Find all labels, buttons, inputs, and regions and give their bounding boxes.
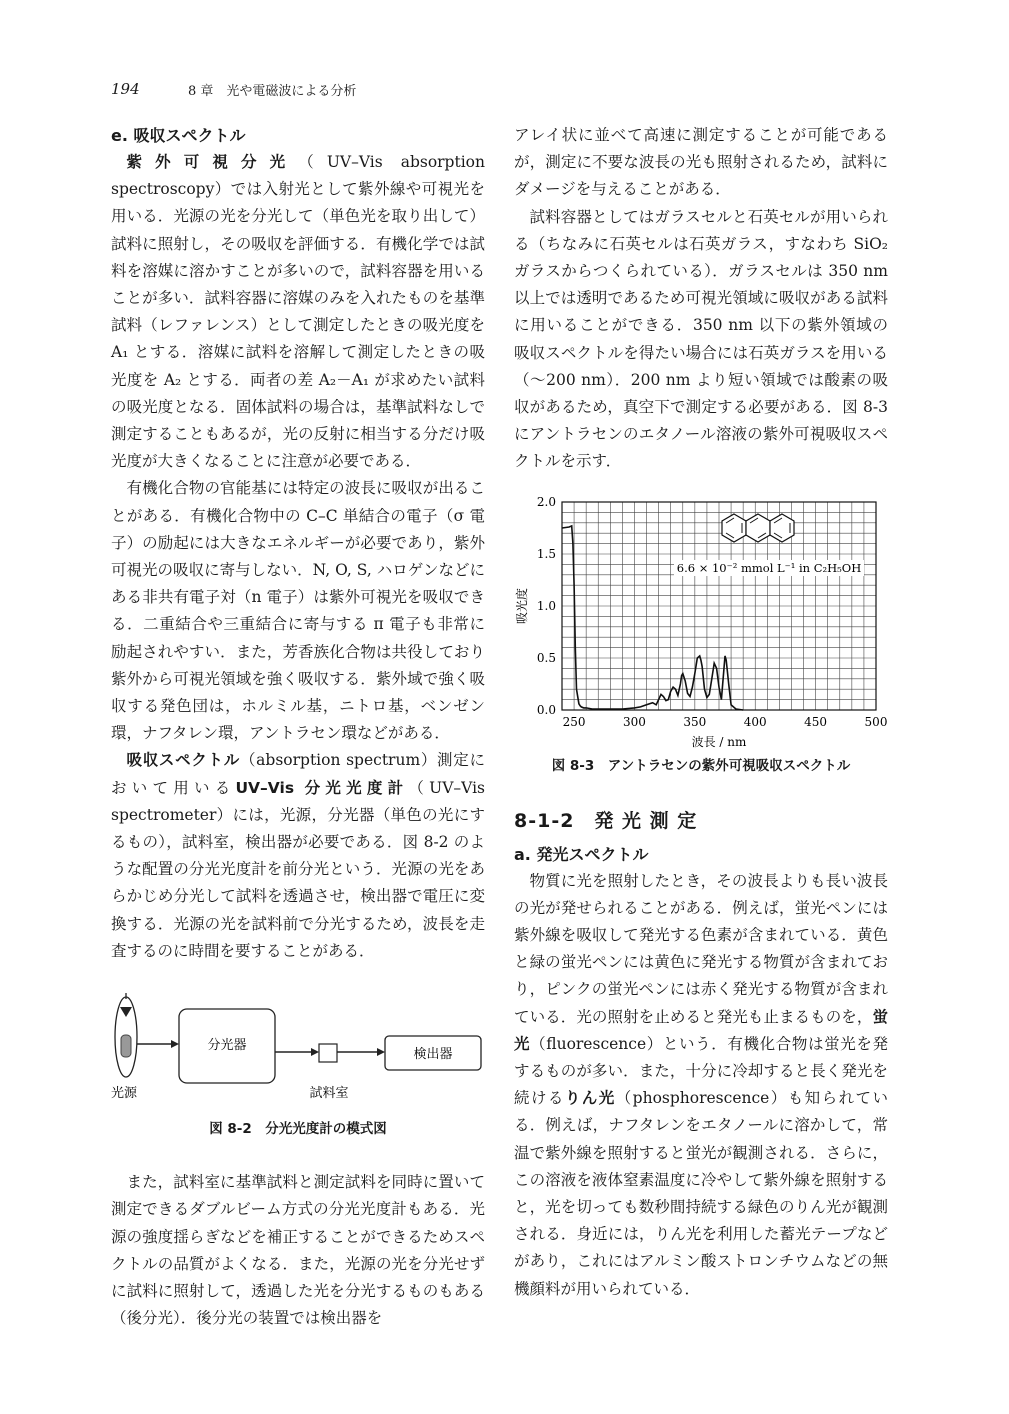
paragraph-text: （phosphorescence）も知られている．例えば，ナフタレンをエタノールに溶かして，常温で紫外線を照射すると蛍光が観測される．さらに，この溶液を液体窒素温度に冷やして紫外線を照射すると，光を切っても数秒間持続する緑色のりん光が観測される．身近には，りん光を利用した蓄光テープなどがあり，これにはアルミン酸ストロンチウムなどの無機顔料が用いられている． [514, 1089, 888, 1298]
left-column [111, 122, 485, 1332]
y-tick-label: 0.5 [536, 650, 556, 665]
light-source-icon [115, 993, 137, 1077]
paragraph-text: （absorption spectrum）測定において用いる [111, 751, 485, 797]
x-tick-label: 350 [683, 714, 707, 729]
paragraph-uv-vis [111, 149, 485, 475]
paragraph-text: （fluorescence）という．有機化合物は蛍光を発するものが多い．また，十分に冷却すると長く発光を続ける [514, 1034, 888, 1108]
section-heading-absorption: e. 吸収スペクトル [111, 126, 246, 145]
section-title-luminescence: 8-1-2 発 光 測 定 [514, 809, 698, 832]
paragraph-text: （UV–Vis spectrometer）には，光源，分光器（単色の光にするもの），試料室，検出器が必要である．図 8-2 のような配置の分光光度計を前分光という．光源の光をあらかじめ分光して試料を透過させ，検出器で電圧に変換する．光源の光を試料前で分光するため，波長を走査するのに時間を要することがある． [111, 778, 485, 960]
x-tick-label: 500 [864, 714, 888, 729]
y-tick-label: 2.0 [536, 494, 556, 509]
paragraph-text: 物質に光を照射したとき，その波長よりも長い波長の光が発せられることがある．例えば，蛍光ペンには紫外線を吸収して発光する色素が含まれている．黄色と緑の蛍光ペンには黄色に発光する物質が含まれており，ピンクの蛍光ペンには赤く発光する物質が含まれている．光の照射を止めると発光も止まるものを， [514, 871, 888, 1026]
term-spectrometer: UV–Vis 分光光度計 [235, 778, 409, 797]
figure-8-2 [111, 989, 485, 1169]
paragraph-double-beam: また，試料室に基準試料と測定試料を同時に置いて測定できるダブルビーム方式の分光光度計もある．光源の強度揺らぎなどを補正することができるためスペクトルの品質がよくなる．また，光源の光を分光せずに試料に照射して，透過した光を分光するものもある（後分光）．後分光の装置では検出器を [111, 1173, 485, 1328]
paragraph-spectrometer [111, 747, 485, 965]
concentration-annotation: 6.6 × 10⁻² mmol L⁻¹ in C₂H₅OH [676, 560, 862, 575]
y-tick-label: 1.5 [536, 546, 556, 561]
figure-8-3 [514, 490, 888, 780]
section-heading-emission: a. 発光スペクトル [514, 844, 649, 864]
x-tick-label: 250 [562, 714, 586, 729]
x-tick-label: 400 [743, 714, 767, 729]
sample-room-label: 試料室 [309, 1086, 349, 1102]
y-axis-label: 吸光度 [515, 587, 529, 624]
sample-room-box [319, 1044, 337, 1062]
anthracene-structure-icon [722, 514, 794, 542]
term-absorption-spectrum: 吸収スペクトル [126, 751, 240, 770]
chapter-title: 8 章 光や電磁波による分析 [188, 84, 357, 99]
page-header [111, 80, 357, 99]
y-tick-label: 1.0 [536, 598, 556, 613]
term-fluorescence: 蛍光 [514, 1007, 888, 1053]
paragraph-text: （UV–Vis absorption spectroscopy）では入射光として紫外線や可視光を用いる．光源の光を分光して（単色光を取り出して）試料に照射し，その吸収を評価する．有機化学では試料を溶媒に溶かすことが多いので，試料容器を用いることが多い．試料容器に溶媒のみを入れたものを基準試料（レファレンス）として測定したときの吸光度を A₁ とする．溶媒に試料を溶解して測定したときの吸光度を A₂ とする．両者の差 A₂－A₁ が求めたい試料の吸光度となる．固体試料の場合は，基準試料なしで測定することもあるが，光の反射に相当する分だけ吸光度が大きくなることに注意が必要である． [111, 153, 485, 471]
spectrometer-diagram [111, 989, 485, 1109]
spectrum-line [562, 526, 743, 710]
x-tick-label: 300 [623, 714, 646, 729]
page-number: 194 [111, 80, 140, 98]
paragraph-functional-groups: 有機化合物の官能基には特定の波長に吸収が出ることがある．有機化合物中の C–C 単結合の電子（σ 電子）の励起には大きなエネルギーが必要であり，紫外可視光の吸収に寄与しない．N, O, S, ハロゲンなどにある非共有電子対（n 電子）は紫外可視光を吸収できる．二重結合や三重結合に寄与する π 電子も非常に励起されやすい．また，芳香族化合物は共役しており紫外から可視光領域を強く吸収する．紫外域で強く吸収する発色団は，ホルミル基，ニトロ基，ベンゼン環，ナフタレン環，アントラセン環などがある． [111, 479, 485, 743]
x-tick-label: 450 [804, 714, 828, 729]
right-column [514, 122, 888, 1303]
monochromator-label: 分光器 [207, 1038, 247, 1054]
figure-8-2-caption: 図 8-2 分光光度計の模式図 [209, 1121, 387, 1138]
y-tick-label: 0.0 [536, 702, 556, 717]
term-phosphorescence: りん光 [564, 1089, 616, 1108]
paragraph-cells: 試料容器としてはガラスセルと石英セルが用いられる（ちなみに石英セルは石英ガラス，すなわち SiO₂ ガラスからつくられている）．ガラスセルは 350 nm 以上では透明であるため可視光領域に吸収がある試料に用いることができる．350 nm 以下の紫外領域の吸収スペクトルを得たい場合には石英ガラスを用いる（～200 nm）．200 nm より短い領域では酸素の吸収があるため，真空下で測定する必要がある．図 8-3 にアントラセンのエタノール溶液の紫外可視吸収スペクトルを示す． [514, 207, 888, 471]
x-axis-label: 波長 / nm [691, 734, 747, 749]
paragraph-array: アレイ状に並べて高速に測定することが可能であるが，測定に不要な波長の光も照射されるため，試料にダメージを与えることがある． [514, 126, 888, 199]
light-source-label: 光源 [111, 1086, 138, 1102]
term-uv-vis: 紫外可視分光 [126, 153, 299, 171]
absorption-chart [514, 490, 888, 750]
detector-label: 検出器 [413, 1047, 453, 1063]
paragraph-luminescence [514, 868, 888, 1303]
figure-8-3-caption: 図 8-3 アントラセンの紫外可視吸収スペクトル [551, 757, 851, 774]
